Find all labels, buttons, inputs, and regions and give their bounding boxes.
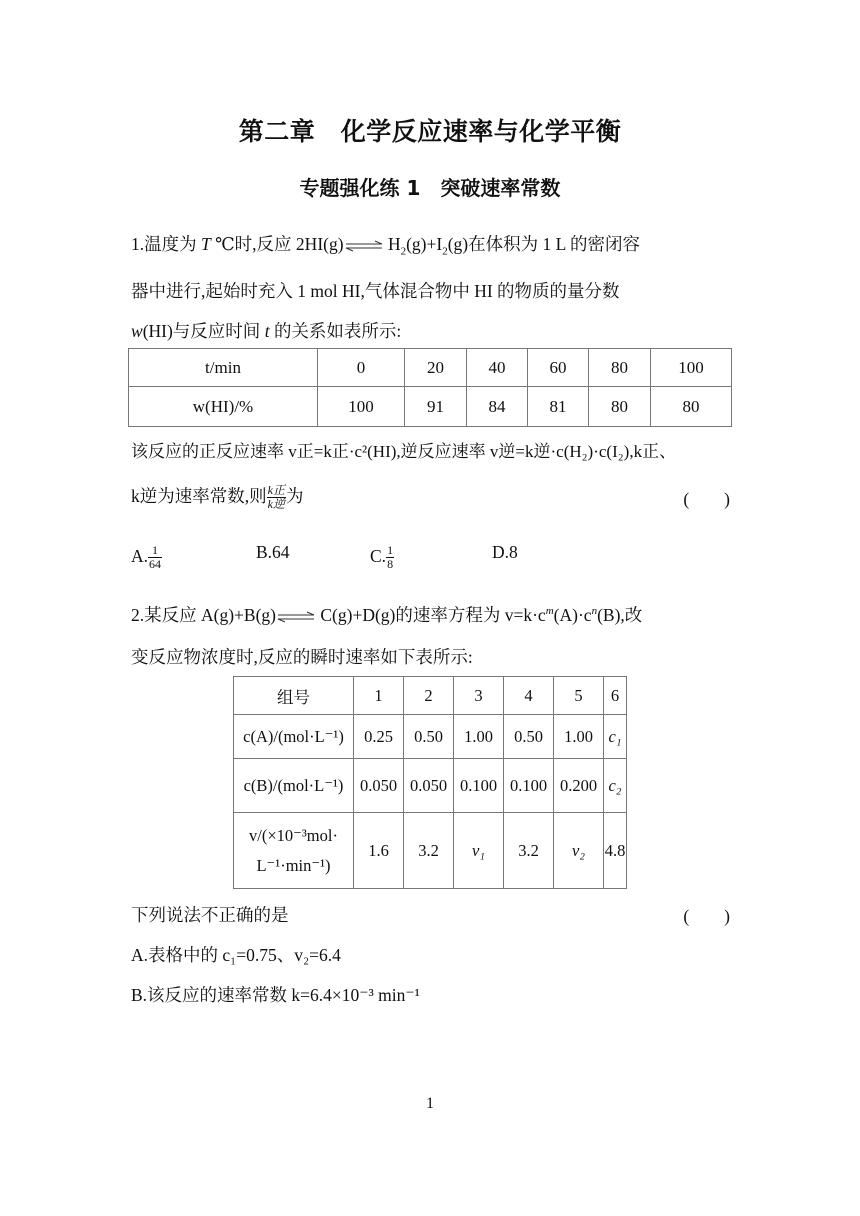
table-cell: w(HI)/% — [129, 387, 318, 427]
table-cell: c₁ — [604, 715, 627, 759]
table-row — [234, 715, 627, 759]
table-cell: 0.100 — [454, 759, 504, 813]
q2-line2: 变反应物浓度时,反应的瞬时速率如下表所示: — [131, 647, 473, 667]
table-cell: c(B)/(mol·L⁻¹) — [234, 759, 354, 813]
q1-line5: k逆为速率常数,则 $\frac{\text{k正}}{\text{k逆}}$ 为 — [131, 483, 304, 512]
table-cell: 84 — [467, 387, 528, 427]
table-cell: v₁ — [454, 813, 504, 889]
q1-line3: w(HI)与反应时间 t 的关系如表所示: — [131, 321, 402, 341]
q1-line2: 器中进行,起始时充入 1 mol HI,气体混合物中 HI 的物质的量分数 — [131, 281, 620, 301]
chapter-title: 第二章 化学反应速率与化学平衡 — [238, 117, 622, 146]
table-cell: 1 — [354, 677, 404, 715]
table-cell: 1.00 — [454, 715, 504, 759]
table-row — [129, 387, 732, 427]
table-row — [234, 813, 627, 889]
table-row — [234, 759, 627, 813]
table-row — [234, 677, 627, 715]
table-cell: v₂ — [554, 813, 604, 889]
q1-option-a: A. $\frac{1}{64}$ — [131, 543, 162, 572]
table-cell: 0.200 — [554, 759, 604, 813]
table-cell: 0 — [318, 349, 405, 387]
table-cell: 100 — [651, 349, 732, 387]
table-cell: 0.050 — [354, 759, 404, 813]
table-cell: 0.100 — [504, 759, 554, 813]
table-cell: 80 — [589, 349, 651, 387]
table-cell: 4 — [504, 677, 554, 715]
table-cell: 6 — [604, 677, 627, 715]
q2-answer-paren: ( ) — [683, 906, 730, 926]
table-cell: 1.6 — [354, 813, 404, 889]
q1-line1: 1.温度为 T ℃时,反应 2HI(g) $H_2(g)+I_2(g)$在体积为 1 L 的密闭容 — [131, 234, 641, 258]
table-row — [129, 349, 732, 387]
table-cell: 组号 — [234, 677, 354, 715]
table-cell: 1.00 — [554, 715, 604, 759]
equilibrium-arrow-icon — [276, 611, 316, 623]
k-ratio-fraction: $\frac{\text{k正}}{\text{k逆}}$ — [267, 483, 285, 512]
table-cell: 2 — [404, 677, 454, 715]
table-cell: c(A)/(mol·L⁻¹) — [234, 715, 354, 759]
table-cell: 0.050 — [404, 759, 454, 813]
q2-option-b: B.该反应的速率常数 k=6.4×10⁻³ min⁻¹ — [131, 985, 420, 1005]
q1-option-c: C. $\frac{1}{8}$ — [370, 543, 394, 572]
page-number: 1 — [426, 1095, 434, 1112]
table-cell: 5 — [554, 677, 604, 715]
table-cell: 80 — [589, 387, 651, 427]
table-cell: 81 — [528, 387, 589, 427]
table-cell: 60 — [528, 349, 589, 387]
table-cell: 0.25 — [354, 715, 404, 759]
q2-option-a: A.表格中的 c₁=0.75、v₂=6.4 — [131, 945, 341, 965]
q1-answer-paren: ( ) — [683, 489, 730, 509]
q2-line1: 2.某反应 A(g)+B(g) C(g)+D(g)的速率方程为 $v=k\cdot c^m(A)\cdot c^n(B)$,改 — [131, 604, 643, 625]
table-cell: 4.8 — [604, 813, 627, 889]
table-cell: 80 — [651, 387, 732, 427]
q1-line4: 该反应的正反应速率 v正=k正·c²(HI),逆反应速率 v逆=k逆·c(H₂)·c(I₂),k正、 — [131, 442, 677, 461]
table-cell: 3.2 — [504, 813, 554, 889]
table-cell: 100 — [318, 387, 405, 427]
table-cell: 40 — [467, 349, 528, 387]
table-cell: 0.50 — [404, 715, 454, 759]
q2-table — [233, 676, 627, 889]
table-cell: c₂ — [604, 759, 627, 813]
section-title: 专题强化练 1 突破速率常数 — [299, 176, 561, 200]
table-cell: 3 — [454, 677, 504, 715]
table-cell: t/min — [129, 349, 318, 387]
table-cell: 0.50 — [504, 715, 554, 759]
table-cell: 20 — [405, 349, 467, 387]
table-cell: v/(×10⁻³mol· L⁻¹·min⁻¹) — [234, 813, 354, 889]
q1-option-d: D.8 — [492, 542, 518, 562]
q1-option-b: B.64 — [256, 542, 290, 562]
q1-table — [128, 348, 732, 427]
q2-stem: 下列说法不正确的是 — [131, 905, 289, 925]
equilibrium-arrow-icon — [344, 240, 384, 252]
table-cell: 3.2 — [404, 813, 454, 889]
table-cell: 91 — [405, 387, 467, 427]
